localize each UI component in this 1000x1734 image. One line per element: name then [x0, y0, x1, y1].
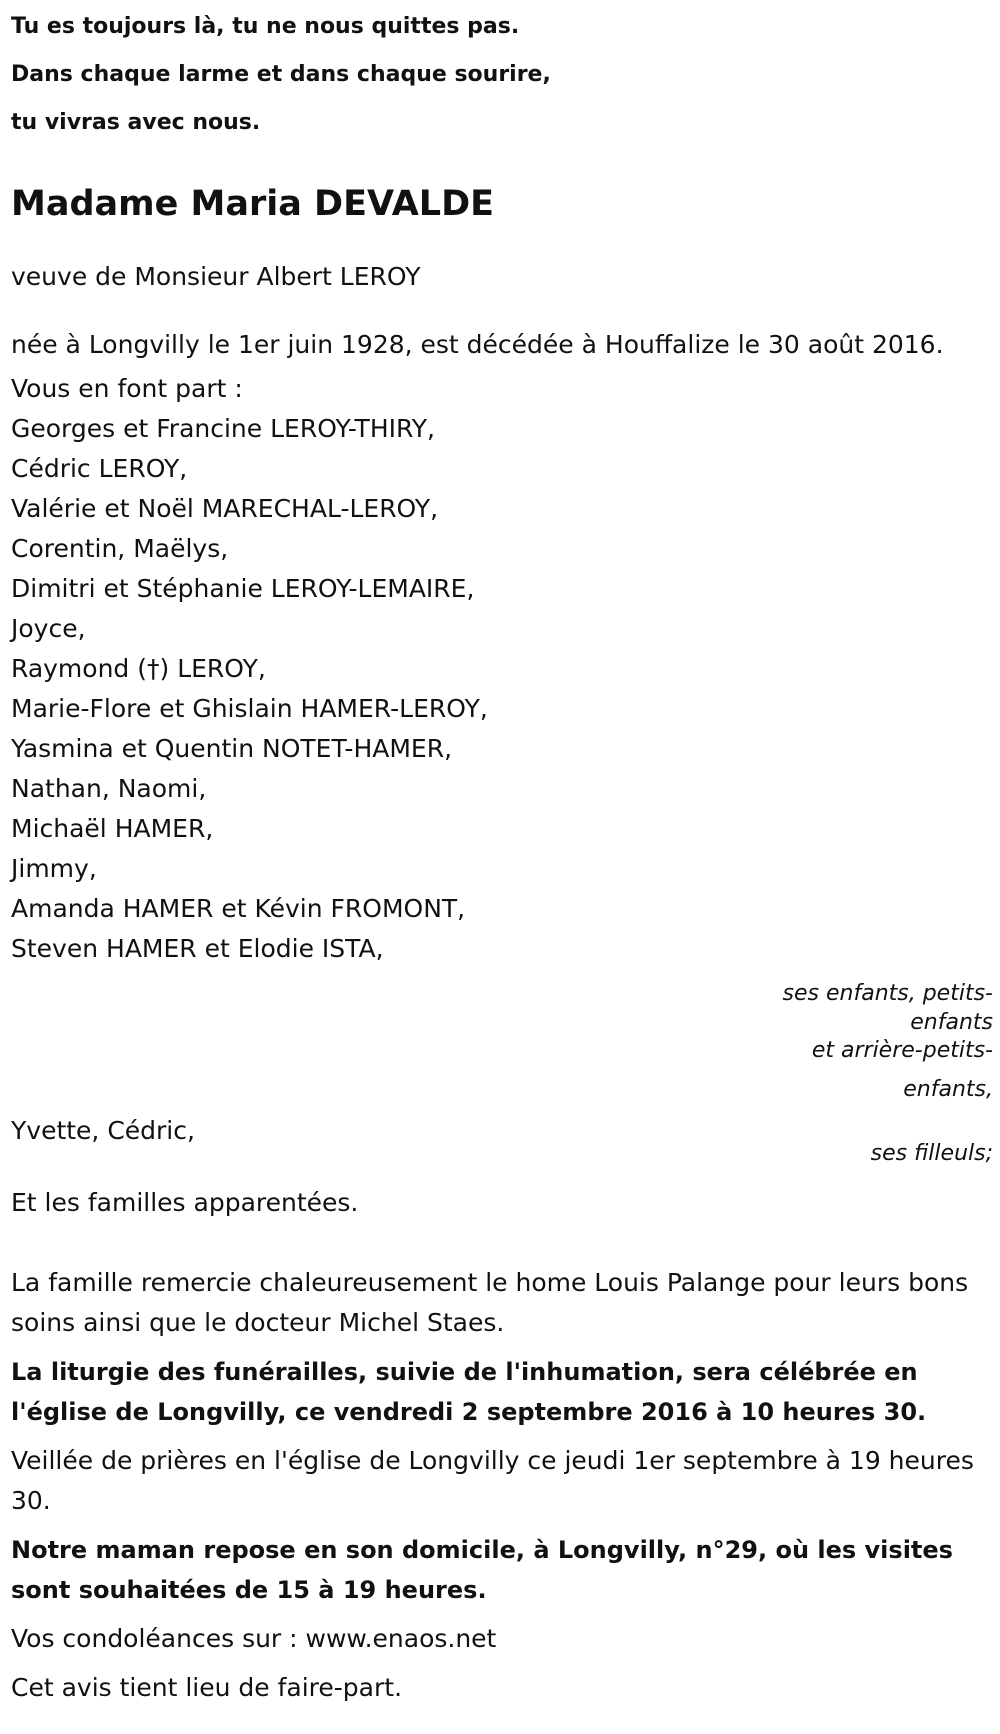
- family-role-line: et arrière-petits-: [811, 1038, 993, 1063]
- poem-line-2: Dans chaque larme et dans chaque sourire,: [11, 62, 551, 87]
- deceased-name: Madame Maria DEVALDE: [11, 184, 495, 224]
- family-member: Joyce,: [11, 614, 86, 643]
- family-role: [11, 975, 993, 1109]
- family-role-line: enfants,: [903, 1077, 993, 1102]
- vigil-paragraph: Veillée de prières en l'église de Longvilly ce jeudi 1er septembre à 19 heures 30.: [11, 1446, 974, 1515]
- widow-of: veuve de Monsieur Albert LEROY: [11, 262, 421, 291]
- family-member: Yasmina et Quentin NOTET-HAMER,: [11, 734, 453, 763]
- family-member: Valérie et Noël MARECHAL-LEROY,: [11, 494, 439, 523]
- family-member: Marie-Flore et Ghislain HAMER-LEROY,: [11, 694, 488, 723]
- poem-line-1: Tu es toujours là, tu ne nous quittes pas.: [11, 14, 520, 39]
- poem-line-3: tu vivras avec nous.: [11, 110, 261, 135]
- family-list: [11, 409, 993, 969]
- thanks-paragraph: La famille remercie chaleureusement le home Louis Palange pour leurs bons soins ainsi que le docteur Michel Staes.: [11, 1268, 969, 1337]
- family-member: Georges et Francine LEROY-THIRY,: [11, 414, 435, 443]
- announce-intro: Vous en font part :: [11, 374, 243, 403]
- family-role-line: ses enfants, petits-: [782, 981, 993, 1006]
- godchildren-role: ses filleuls;: [870, 1141, 993, 1166]
- birth-death-line: née à Longvilly le 1er juin 1928, est décédée à Houffalize le 30 août 2016.: [11, 330, 944, 359]
- family-member: Jimmy,: [11, 854, 97, 883]
- poem: [11, 3, 993, 147]
- notice-line: Cet avis tient lieu de faire-part.: [11, 1673, 403, 1702]
- obituary-notice: [11, 0, 993, 1708]
- condolences-line: Vos condoléances sur : www.enaos.net: [11, 1624, 497, 1653]
- family-member: Dimitri et Stéphanie LEROY-LEMAIRE,: [11, 574, 475, 603]
- family-member: Steven HAMER et Elodie ISTA,: [11, 934, 384, 963]
- family-member: Nathan, Naomi,: [11, 774, 207, 803]
- family-member: Amanda HAMER et Kévin FROMONT,: [11, 894, 466, 923]
- relatives-line: Et les familles apparentées.: [11, 1188, 359, 1217]
- visitation-paragraph: Notre maman repose en son domicile, à Longvilly, n°29, où les visites sont souhaitées de 15 à 19 heures.: [11, 1536, 953, 1604]
- liturgy-paragraph: La liturgie des funérailles, suivie de l'inhumation, sera célébrée en l'église de Longvilly, ce vendredi 2 septembre 2016 à 10 heures 30.: [11, 1358, 927, 1426]
- family-member: Cédric LEROY,: [11, 454, 188, 483]
- family-member: Corentin, Maëlys,: [11, 534, 229, 563]
- family-role-line: enfants: [910, 1010, 993, 1035]
- family-member: Michaël HAMER,: [11, 814, 214, 843]
- godchildren: Yvette, Cédric,: [11, 1116, 195, 1145]
- family-member: Raymond (†) LEROY,: [11, 654, 266, 683]
